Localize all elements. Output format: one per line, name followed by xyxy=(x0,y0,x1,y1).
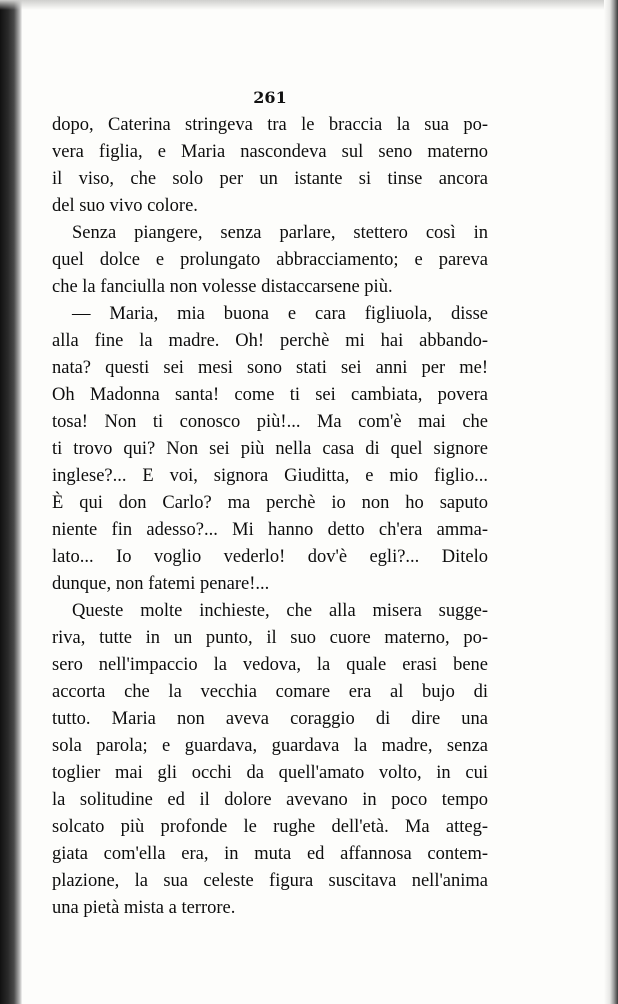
text-line: lato... Io voglio vederlo! dov'è egli?... Ditelo xyxy=(52,547,488,567)
text-line: giata com'ella era, in muta ed affannosa contem- xyxy=(52,844,488,864)
text-line: accorta che la vecchia comare era al bujo di xyxy=(52,682,488,702)
page-top-edge xyxy=(0,0,618,10)
text-line: Oh Madonna santa! come ti sei cambiata, povera xyxy=(52,385,488,405)
text-line: È qui don Carlo? ma perchè io non ho saputo xyxy=(52,493,488,513)
body-text xyxy=(52,112,488,922)
text-line: solcato più profonde le rughe dell'età. Ma atteg- xyxy=(52,817,488,837)
text-line: la solitudine ed il dolore avevano in poco tempo xyxy=(52,790,488,810)
text-line: riva, tutte in un punto, il suo cuore materno, po- xyxy=(52,628,488,648)
text-line: niente fin adesso?... Mi hanno detto ch'era amma- xyxy=(52,520,488,540)
text-line: una pietà mista a terrore. xyxy=(52,898,236,918)
text-line: nata? questi sei mesi sono stati sei anni per me! xyxy=(52,358,488,378)
text-line: dopo, Caterina stringeva tra le braccia la sua po- xyxy=(52,115,488,135)
text-line: inglese?... E voi, signora Giuditta, e mio figlio... xyxy=(52,466,488,486)
page-binding-shadow xyxy=(0,0,22,1004)
text-line: alla fine la madre. Oh! perchè mi hai abbando- xyxy=(52,331,488,351)
text-line: Senza piangere, senza parlare, stettero così in xyxy=(72,223,488,243)
text-line: del suo vivo colore. xyxy=(52,196,198,216)
page-right-edge xyxy=(604,0,618,1004)
text-line: vera figlia, e Maria nascondeva sul seno materno xyxy=(52,142,488,162)
text-line: tutto. Maria non aveva coraggio di dire una xyxy=(52,709,488,729)
text-line: ti trovo qui? Non sei più nella casa di quel signore xyxy=(52,439,488,459)
text-line: toglier mai gli occhi da quell'amato volto, in cui xyxy=(52,763,488,783)
text-line: sola parola; e guardava, guardava la madre, senza xyxy=(52,736,488,756)
text-line: sero nell'impaccio la vedova, la quale erasi bene xyxy=(52,655,488,675)
text-line: il viso, che solo per un istante si tinse ancora xyxy=(52,169,488,189)
text-line: — Maria, mia buona e cara figliuola, disse xyxy=(72,304,488,324)
text-line: plazione, la sua celeste figura suscitava nell'anima xyxy=(52,871,488,891)
text-line: Queste molte inchieste, che alla misera sugge- xyxy=(72,601,488,621)
text-line: tosa! Non ti conosco più!... Ma com'è mai che xyxy=(52,412,488,432)
text-line: dunque, non fatemi penare!... xyxy=(52,574,270,594)
text-line: quel dolce e prolungato abbracciamento; e pareva xyxy=(52,250,488,270)
page-number: 261 xyxy=(253,88,287,107)
text-line: che la fanciulla non volesse distaccarsene più. xyxy=(52,277,393,297)
